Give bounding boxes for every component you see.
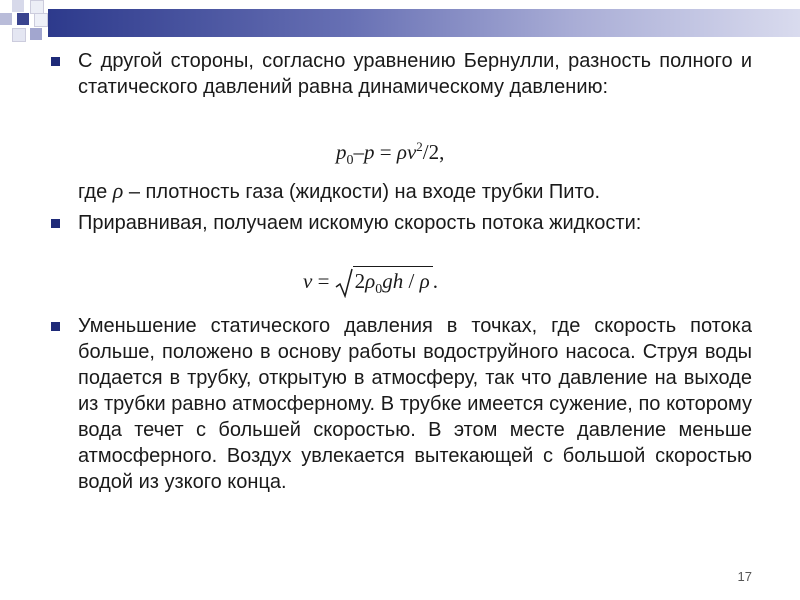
bullet-text-2: Приравнивая, получаем искомую скорость потока жидкости: [78,212,642,234]
deco-square [12,0,24,12]
deco-square [30,28,42,40]
header-decoration [0,0,800,48]
deco-square [0,13,12,25]
formula-bernoulli: $p_0-p = \rho v^2/2$, [336,139,445,168]
deco-square [30,0,44,14]
bullet-marker [51,322,60,331]
bullet-text-3: Уменьшение статического давления в точках, где скорость потока больше, положено в основу работы водоструйного насоса. Струя воды подается в трубку, открытую в атмосферу, так что давление на выходе из трубки равно атмосферному. В трубке имеется сужение, по которому вода течет с большей скоростью. В этом месте давление меньше атмосферного. Воздух увлекается вытекающей с большой скоростью водой из узкого конца. [78,315,752,493]
deco-square [34,13,48,27]
bullet-text-1: С другой стороны, согласно уравнению Бернулли, разность полного и статического давлений равна динамическому давлению: [78,50,752,98]
bullet-marker [51,57,60,66]
sqrt-sign-icon [335,268,353,298]
deco-square [12,28,26,42]
deco-square [17,13,29,25]
page-number: 17 [737,569,752,584]
sqrt-radicand: $2\rho_0gh$ / ρ [353,266,433,294]
rho-explanation: где ρ – плотность газа (жидкости) на входе трубки Пито. [78,178,601,203]
header-gradient-band [48,9,800,37]
bullet-marker [51,219,60,228]
formula-velocity: v = $2\rho_0gh$ / ρ . [303,266,438,298]
